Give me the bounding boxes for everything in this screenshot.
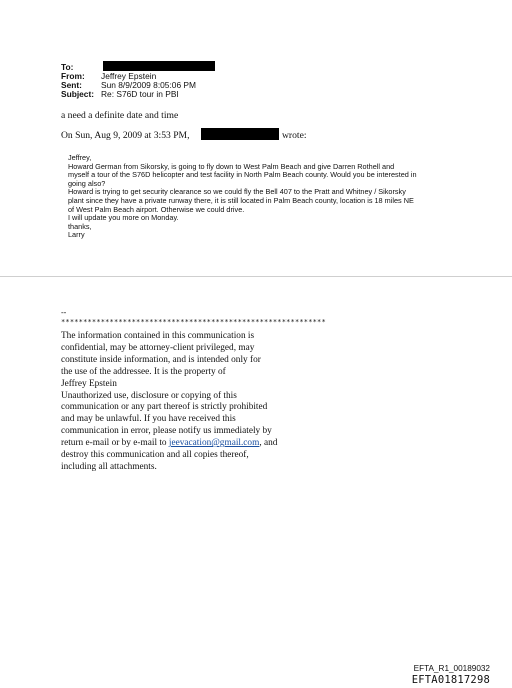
quoted-line: Howard German from Sikorsky, is going to fly down to West Palm Beach and give Darren Rothell and xyxy=(68,161,395,171)
subject-label: Subject: xyxy=(61,89,95,99)
sent-value: Sun 8/9/2009 8:05:06 PM xyxy=(101,80,196,90)
to-label: To: xyxy=(61,62,74,72)
sent-label: Sent: xyxy=(61,80,82,90)
subject-value: Re: S76D tour in PBI xyxy=(101,89,179,99)
quoted-line: I will update you more on Monday. xyxy=(68,213,179,223)
bates-number-secondary: EFTA01817298 xyxy=(411,674,490,686)
disclaimer-line: Unauthorized use, disclosure or copying of this xyxy=(61,390,237,401)
disclaimer-line: confidential, may be attorney-client privileged, may xyxy=(61,342,255,353)
disclaimer-line: Jeffrey Epstein xyxy=(61,378,117,389)
disclaimer-email-line xyxy=(61,438,277,450)
disclaimer-line: constitute inside information, and is intended only for xyxy=(61,354,261,365)
quoted-message xyxy=(68,154,488,240)
reply-text: a need a definite date and time xyxy=(61,110,179,121)
quoted-line: going also? xyxy=(68,178,106,188)
disclaimer-line: and may be unlawful. If you have received this xyxy=(61,414,236,425)
redaction-sender xyxy=(201,128,279,140)
signature-dash: -- xyxy=(61,308,67,317)
quote-intro-suffix: wrote: xyxy=(282,130,307,141)
disclaimer-line: The information contained in this communication is xyxy=(61,331,255,341)
disclaimer-line: the use of the addressee. It is the property of xyxy=(61,366,226,377)
quoted-line: of West Palm Beach airport. Otherwise we could drive. xyxy=(68,204,245,214)
disclaimer-line: destroy this communication and all copies thereof, xyxy=(61,450,249,461)
from-label: From: xyxy=(61,71,85,81)
email-link[interactable]: jeevacation@gmail.com xyxy=(168,438,260,449)
quoted-line: thanks, xyxy=(68,221,92,231)
quoted-line: Jeffrey, xyxy=(68,153,92,162)
disclaimer-line: communication in error, please notify us immediately by xyxy=(61,426,272,437)
disclaimer-line: communication or any part thereof is strictly prohibited xyxy=(61,402,268,413)
email-line-suffix: , and xyxy=(259,438,278,449)
quoted-line: Larry xyxy=(68,230,85,240)
bates-number-primary: EFTA_R1_00189032 xyxy=(413,664,490,673)
disclaimer-line: including all attachments. xyxy=(61,461,157,472)
quoted-line: Howard is trying to get security clearance so we could fly the Bell 407 to the Pratt and Whitney / Sikorsky xyxy=(68,187,406,197)
email-line-prefix: return e-mail or by e-mail to xyxy=(61,438,169,449)
quoted-line: plant since they have a private runway there, it is still located in Palm Beach county, location is 18 miles NE xyxy=(68,195,414,205)
header-subject-row xyxy=(61,89,179,99)
disclaimer xyxy=(61,331,277,474)
quote-intro-prefix: On Sun, Aug 9, 2009 at 3:53 PM, xyxy=(61,130,190,141)
page-divider xyxy=(0,276,512,277)
stars-separator: ************************************************************ xyxy=(61,318,326,326)
redaction-to xyxy=(103,61,215,71)
from-value: Jeffrey Epstein xyxy=(101,71,157,81)
quoted-line: myself a tour of the S76D helicopter and test facility in North Palm Beach county. Would you be interested in xyxy=(68,170,417,180)
